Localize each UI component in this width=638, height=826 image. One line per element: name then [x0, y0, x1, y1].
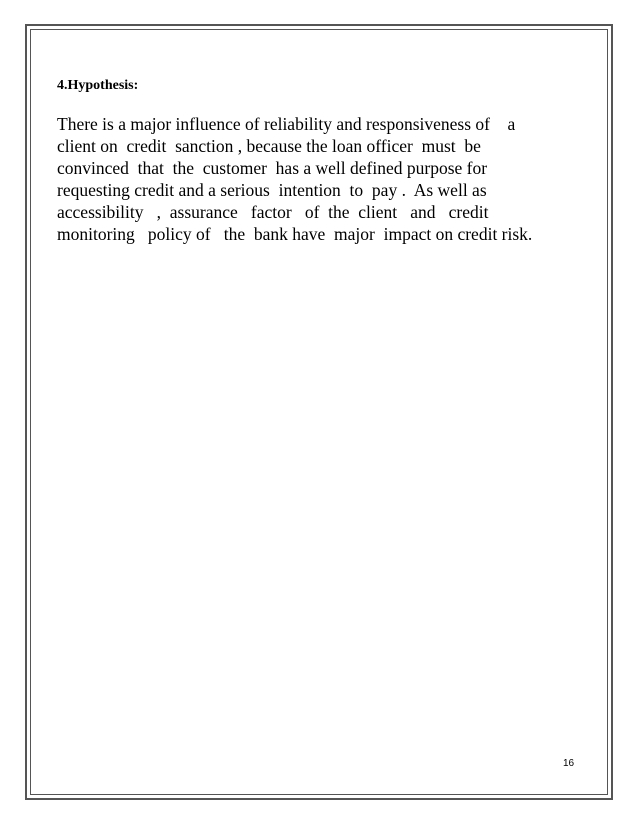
body-paragraph: [57, 113, 577, 245]
paragraph-line: requesting credit and a serious intention to pay . As well as: [57, 180, 487, 200]
paragraph-line: monitoring policy of the bank have major impact on credit risk.: [57, 224, 533, 244]
paragraph-line: convinced that the customer has a well defined purpose for: [57, 158, 488, 178]
paragraph-line: accessibility , assurance factor of the client and credit: [57, 202, 489, 222]
section-heading: 4.Hypothesis:: [57, 78, 139, 93]
paragraph-line: There is a major influence of reliability and responsiveness of a: [57, 114, 516, 134]
paragraph-line: client on credit sanction , because the loan officer must be: [57, 136, 481, 156]
page-number: 16: [563, 758, 575, 769]
